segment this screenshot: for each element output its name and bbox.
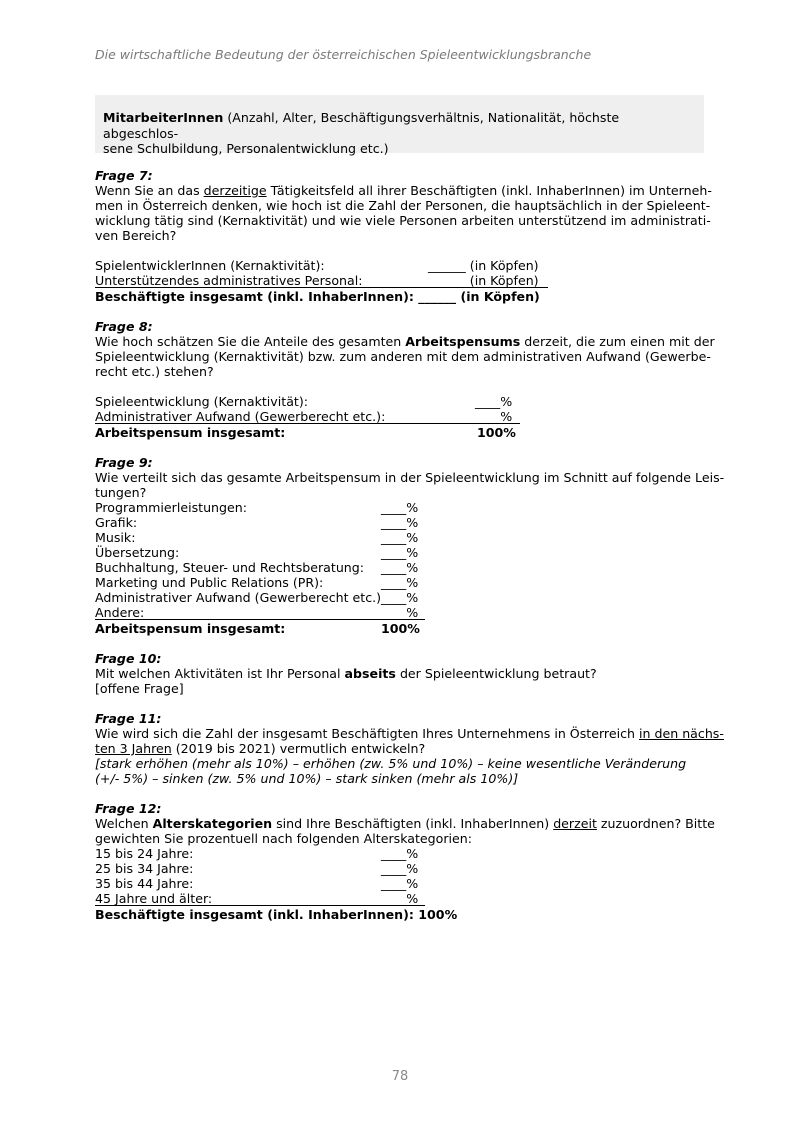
q9-row-4-value: ____% <box>381 545 419 560</box>
box-line-1 <box>103 110 696 141</box>
q9-row-5-value: ____% <box>381 560 419 575</box>
q9-row-6-label: Marketing und Public Relations (PR): <box>95 575 324 590</box>
question-12-title: Frage 12: <box>95 801 162 816</box>
q7-total: Beschäftigte insgesamt (inkl. InhaberInnen): ______ (in Köpfen) <box>95 289 540 304</box>
q9-row-7 <box>95 590 707 605</box>
q8-total <box>95 425 707 440</box>
box-line-1-rest: (Anzahl, Alter, Beschäftigungsverhältnis, Nationalität, höchste abgeschlos- <box>103 110 620 141</box>
q11-l1a: Wie wird sich die Zahl der insgesamt Beschäftigten Ihres Unternehmens in Österreich <box>95 726 639 741</box>
q8-total-value: 100% <box>477 425 516 440</box>
q8-total-label: Arbeitspensum insgesamt: <box>95 425 286 440</box>
question-9-line-2: tungen? <box>95 485 147 500</box>
q7-l1a: Wenn Sie an das <box>95 183 204 198</box>
q9-row-5 <box>95 560 707 575</box>
q9-row-3-label: Musik: <box>95 530 136 545</box>
q12-row-4 <box>95 891 425 906</box>
q12-row-4-label: 45 Jahre und älter: <box>95 891 213 906</box>
q9-row-5-label: Buchhaltung, Steuer- und Rechtsberatung: <box>95 560 365 575</box>
q12-row-1-value: ____% <box>381 846 419 861</box>
question-11-line-4: (+/- 5%) – sinken (zw. 5% und 10%) – stark sinken (mehr als 10%)] <box>95 771 519 786</box>
q9-row-4-label: Übersetzung: <box>95 545 180 560</box>
q8-row-2 <box>95 409 520 424</box>
q10-l1c: der Spieleentwicklung betraut? <box>395 666 597 681</box>
q12-row-1-label: 15 bis 24 Jahre: <box>95 846 194 861</box>
q9-total <box>95 621 707 636</box>
q12-row-3-value: ____% <box>381 876 419 891</box>
q7-row-1-value: ______ (in Köpfen) <box>428 258 539 273</box>
question-7-line-3: wicklung tätig sind (Kernaktivität) und wie viele Personen arbeiten unterstützend im administrati- <box>95 213 711 228</box>
q9-row-2-value: ____% <box>381 515 419 530</box>
q12-row-2 <box>95 861 707 876</box>
q9-row-3 <box>95 530 707 545</box>
q8-row-2-label: Administrativer Aufwand (Gewerberecht etc.): <box>95 409 386 424</box>
question-9-title: Frage 9: <box>95 455 153 470</box>
q9-row-8-label: Andere: ______ <box>95 605 187 620</box>
q9-row-7-value: ____% <box>381 590 419 605</box>
question-8-line-3: recht etc.) stehen? <box>95 364 214 379</box>
q12-row-3 <box>95 876 707 891</box>
q7-row-1-label: SpielentwicklerInnen (Kernaktivität): <box>95 258 325 273</box>
q9-row-3-value: ____% <box>381 530 419 545</box>
q12-l1c: sind Ihre Beschäftigten (inkl. InhaberInnen) <box>272 816 554 831</box>
q9-row-4 <box>95 545 707 560</box>
q12-l1u: derzeit <box>553 816 597 831</box>
question-7-line-4: ven Bereich? <box>95 228 177 243</box>
q8-row-1-value: ____% <box>475 394 513 409</box>
q12-row-1 <box>95 846 707 861</box>
q12-row-2-value: ____% <box>381 861 419 876</box>
questionnaire-content <box>95 168 725 922</box>
q10-l1a: Mit welchen Aktivitäten ist Ihr Personal <box>95 666 345 681</box>
question-8-title: Frage 8: <box>95 319 153 334</box>
question-12-line-1 <box>95 816 715 831</box>
q8-row-1 <box>95 394 707 409</box>
question-8-line-2: Spieleentwicklung (Kernaktivität) bzw. zum anderen mit dem administrativen Aufwand (Gewerbe- <box>95 349 711 364</box>
q8-l1a: Wie hoch schätzen Sie die Anteile des gesamten <box>95 334 406 349</box>
question-9-line-1: Wie verteilt sich das gesamte Arbeitspensum in der Spieleentwicklung im Schnitt auf folgende Leis- <box>95 470 725 485</box>
q8-row-1-label: Spieleentwicklung (Kernaktivität): <box>95 394 309 409</box>
q12-l1a: Welchen <box>95 816 153 831</box>
question-10-line-2: [offene Frage] <box>95 681 184 696</box>
question-11-title: Frage 11: <box>95 711 162 726</box>
q12-total: Beschäftigte insgesamt (inkl. InhaberInnen): 100% <box>95 907 458 922</box>
box-line-2: sene Schulbildung, Personalentwicklung etc.) <box>103 141 389 156</box>
q7-l1u: derzeitige <box>203 183 267 198</box>
q11-l2u: ten 3 Jahren <box>95 741 172 756</box>
q7-row-2-value: ______ (in Köpfen) <box>428 273 539 288</box>
q9-total-value: 100% <box>381 621 420 636</box>
page-number: 78 <box>391 1069 409 1084</box>
q9-row-1-label: Programmierleistungen: <box>95 500 248 515</box>
section-box-mitarbeiterinnen <box>95 95 704 156</box>
q9-row-7-label: Administrativer Aufwand (Gewerberecht etc.) <box>95 590 382 605</box>
q9-row-6 <box>95 575 707 590</box>
q12-row-4-value: ____% <box>381 891 419 906</box>
q9-row-1 <box>95 500 707 515</box>
q11-l2b: (2019 bis 2021) vermutlich entwickeln? <box>171 741 426 756</box>
q12-l1d: zuzuordnen? Bitte <box>596 816 715 831</box>
q9-row-1-value: ____% <box>381 500 419 515</box>
question-11-line-3: [stark erhöhen (mehr als 10%) – erhöhen (zw. 5% und 10%) – keine wesentliche Veränderung <box>95 756 687 771</box>
question-7-title: Frage 7: <box>95 168 153 183</box>
q8-l1c: derzeit, die zum einen mit der <box>520 334 715 349</box>
q8-l1b: Arbeitspensums <box>405 334 521 349</box>
q9-total-label: Arbeitspensum insgesamt: <box>95 621 286 636</box>
q8-row-2-value: ____% <box>475 409 513 424</box>
q11-l1u: in den nächs- <box>638 726 724 741</box>
box-bold-title: MitarbeiterInnen <box>103 110 224 125</box>
question-11-line-1 <box>95 726 724 741</box>
question-10-line-1 <box>95 666 707 681</box>
q9-row-8-value: ____% <box>381 605 419 620</box>
question-12-line-2: gewichten Sie prozentuell nach folgenden Alterskategorien: <box>95 831 473 846</box>
q7-l1b: Tätigkeitsfeld all ihrer Beschäftigten (inkl. InhaberInnen) im Unterneh- <box>266 183 712 198</box>
q10-l1b: abseits <box>344 666 396 681</box>
q12-l1b: Alterskategorien <box>152 816 273 831</box>
question-7-line-1 <box>95 183 712 198</box>
q9-row-8 <box>95 605 425 620</box>
q9-row-2-label: Grafik: <box>95 515 138 530</box>
q12-row-3-label: 35 bis 44 Jahre: <box>95 876 194 891</box>
q7-row-2-label: Unterstützendes administratives Personal: <box>95 273 363 288</box>
q7-row-2 <box>95 273 548 288</box>
q12-row-2-label: 25 bis 34 Jahre: <box>95 861 194 876</box>
running-header: Die wirtschaftliche Bedeutung der österreichischen Spieleentwicklungsbranche <box>95 47 592 62</box>
question-8-line-1 <box>95 334 715 349</box>
q9-row-6-value: ____% <box>381 575 419 590</box>
q7-row-1 <box>95 258 707 273</box>
question-11-line-2 <box>95 741 707 756</box>
question-7-line-2: men in Österreich denken, wie hoch ist die Zahl der Personen, die hauptsächlich in der Spieleent- <box>95 198 711 213</box>
q9-row-2 <box>95 515 707 530</box>
question-10-title: Frage 10: <box>95 651 162 666</box>
